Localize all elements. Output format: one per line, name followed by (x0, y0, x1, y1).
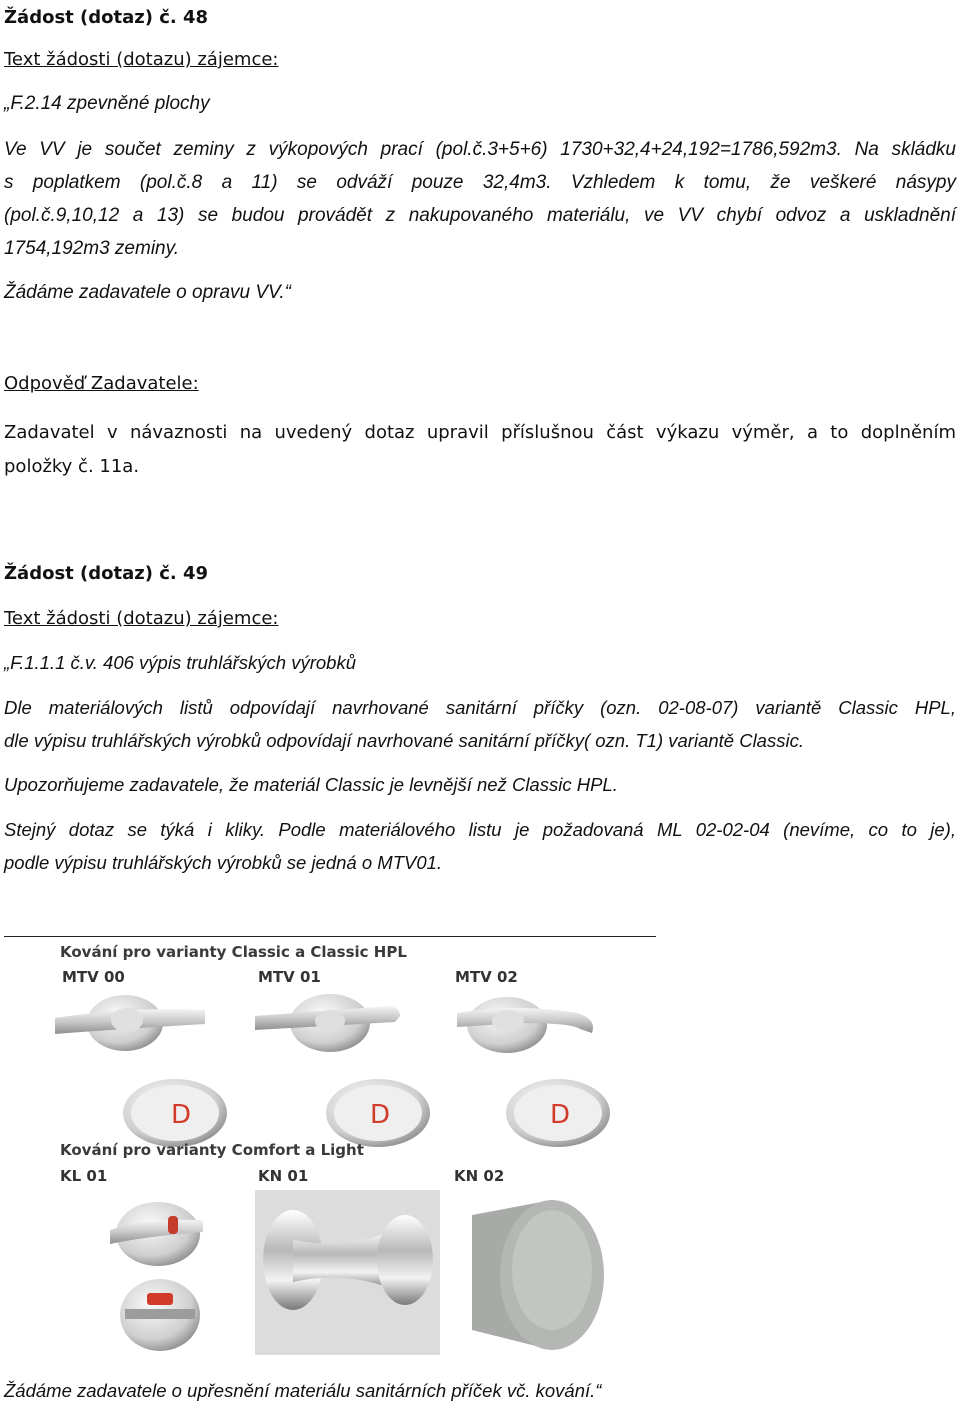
code-kl-01: KL 01 (60, 1167, 108, 1185)
request-49-text-line: Dle materiálových listů odpovídají navrhované sanitární příčky (ozn. 02-08-07) variantě Classic HPL, (4, 697, 956, 718)
door-knob-icon (452, 1190, 617, 1355)
catalog-heading-classic: Kování pro varianty Classic a Classic HPL (60, 943, 407, 961)
code-mtv-02: MTV 02 (455, 968, 518, 986)
wc-lock-icon (318, 1075, 438, 1150)
request-48-request: Žádáme zadavatele o opravu VV.“ (4, 282, 291, 303)
code-mtv-01: MTV 01 (258, 968, 321, 986)
request-48-text-line: (pol.č.9,10,12 a 13) se budou provádět z nakupovaného materiálu, ve VV chybí odvoz a uskladnění (4, 205, 956, 226)
answer-48-text-line: Zadavatel v návaznosti na uvedený dotaz upravil příslušnou část výkazu výměr, a to doplněním (4, 422, 956, 443)
request-49-text-line: podle výpisu truhlářských výrobků se jedná o MTV01. (4, 852, 443, 873)
answer-48-label: Odpověď Zadavatele: (4, 373, 199, 394)
request-49-label: Text žádosti (dotazu) zájemce: (4, 608, 279, 629)
request-49-text-line: dle výpisu truhlářských výrobků odpovídají navrhované sanitární příčky( ozn. T1) variantě Classic. (4, 730, 804, 751)
code-mtv-00: MTV 00 (62, 968, 125, 986)
request-49-text-line: Upozorňujeme zadavatele, že materiál Classic je levnější než Classic HPL. (4, 774, 618, 795)
wc-lock-icon (498, 1075, 618, 1150)
request-49-closing: Žádáme zadavatele o upřesnění materiálu sanitárních příček vč. kování.“ (4, 1380, 602, 1401)
answer-48-text-line: položky č. 11a. (4, 456, 140, 477)
lever-handle-icon (250, 988, 430, 1058)
request-48-label: Text žádosti (dotazu) zájemce: (4, 49, 279, 70)
svg-text:D: D (550, 1100, 571, 1130)
svg-text:D: D (370, 1100, 391, 1130)
lever-handle-icon (452, 985, 612, 1060)
code-kn-02: KN 02 (454, 1167, 505, 1185)
catalog-heading-comfort: Kování pro varianty Comfort a Light (60, 1141, 364, 1159)
request-48-text-line: Ve VV je součet zeminy z výkopových prací (pol.č.3+5+6) 1730+32,4+24,192=1786,592m3. Na skládku (4, 139, 956, 160)
request-48-text-line: s poplatkem (pol.č.8 a 11) se odváží pouze 32,4m3. Vzhledem k tomu, že veškeré násypy (4, 172, 956, 193)
svg-text:D: D (171, 1100, 192, 1130)
request-48-text-line: 1754,192m3 zeminy. (4, 238, 179, 259)
catalog-top-rule (4, 936, 656, 937)
wc-lock-icon (115, 1275, 205, 1355)
code-kn-01: KN 01 (258, 1167, 309, 1185)
wc-lock-icon (115, 1075, 235, 1150)
lever-handle-icon (55, 988, 235, 1058)
request-49-item: „F.1.1.1 č.v. 406 výpis truhlářských výrobků (4, 652, 356, 673)
request-48-item: „F.2.14 zpevněné plochy (4, 93, 210, 114)
request-49-text-line: Stejný dotaz se týká i kliky. Podle materiálového listu je požadovaná ML 02-02-04 (nevíme, co to je), (4, 819, 956, 840)
request-48-title: Žádost (dotaz) č. 48 (4, 7, 209, 28)
lever-handle-icon (108, 1192, 213, 1272)
pull-handle-icon (255, 1190, 440, 1355)
request-49-title: Žádost (dotaz) č. 49 (4, 563, 209, 584)
